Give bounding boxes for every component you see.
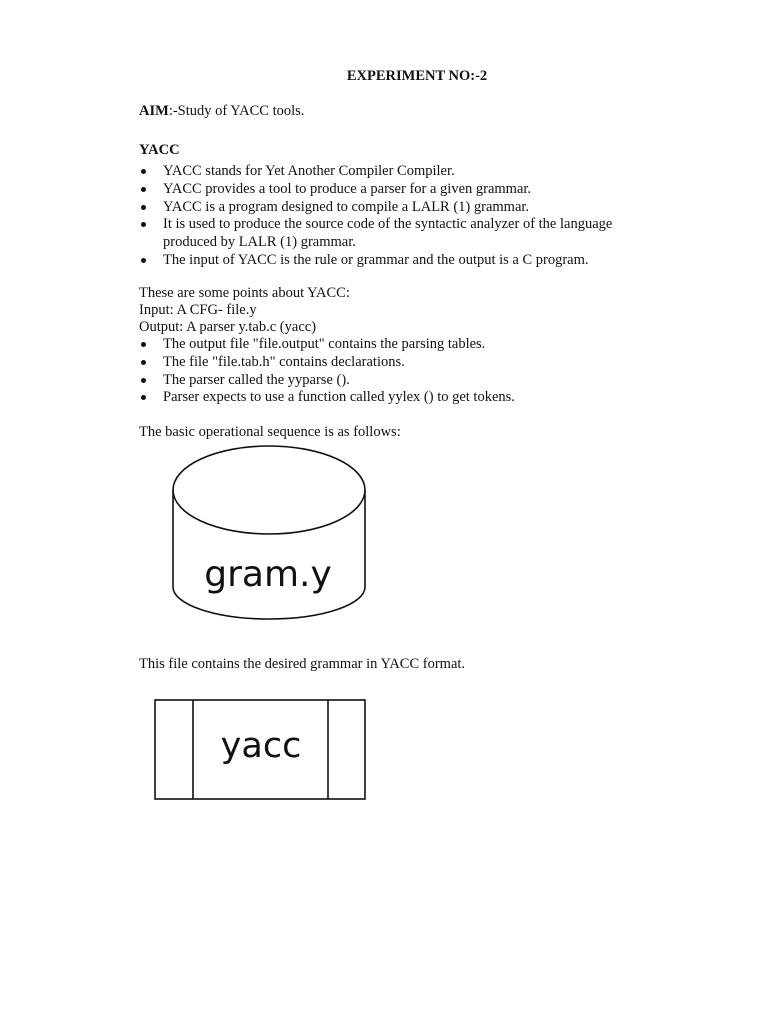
process-box-label: yacc (220, 726, 302, 766)
list-item: The file "file.tab.h" contains declarations. (139, 354, 669, 372)
list-item: YACC stands for Yet Another Compiler Compiler. (139, 163, 669, 181)
list-item: The parser called the yyparse (). (139, 372, 669, 390)
aim-text: :-Study of YACC tools. (168, 103, 305, 119)
list-item: It is used to produce the source code of the syntactic analyzer of the language produced by LALR (1) grammar. (139, 216, 669, 252)
input-line: Input: A CFG- file.y (139, 302, 257, 318)
list-item: YACC provides a tool to produce a parser for a given grammar. (139, 181, 669, 199)
sequence-intro: The basic operational sequence is as follows: (139, 424, 401, 440)
cylinder-label: gram.y (204, 554, 332, 595)
file-caption: This file contains the desired grammar in YACC format. (139, 656, 466, 672)
list-item: The output file "file.output" contains the parsing tables. (139, 336, 669, 354)
experiment-title: EXPERIMENT NO:-2 (346, 68, 488, 84)
list-item: YACC is a program designed to compile a LALR (1) grammar. (139, 199, 669, 217)
points-intro: These are some points about YACC: (139, 285, 350, 301)
output-line: Output: A parser y.tab.c (yacc) (139, 319, 317, 335)
list-item: The input of YACC is the rule or grammar and the output is a C program. (139, 252, 669, 270)
list-item: Parser expects to use a function called yylex () to get tokens. (139, 389, 669, 407)
yacc-heading: YACC (139, 142, 180, 158)
aim-label: AIM (139, 103, 169, 119)
